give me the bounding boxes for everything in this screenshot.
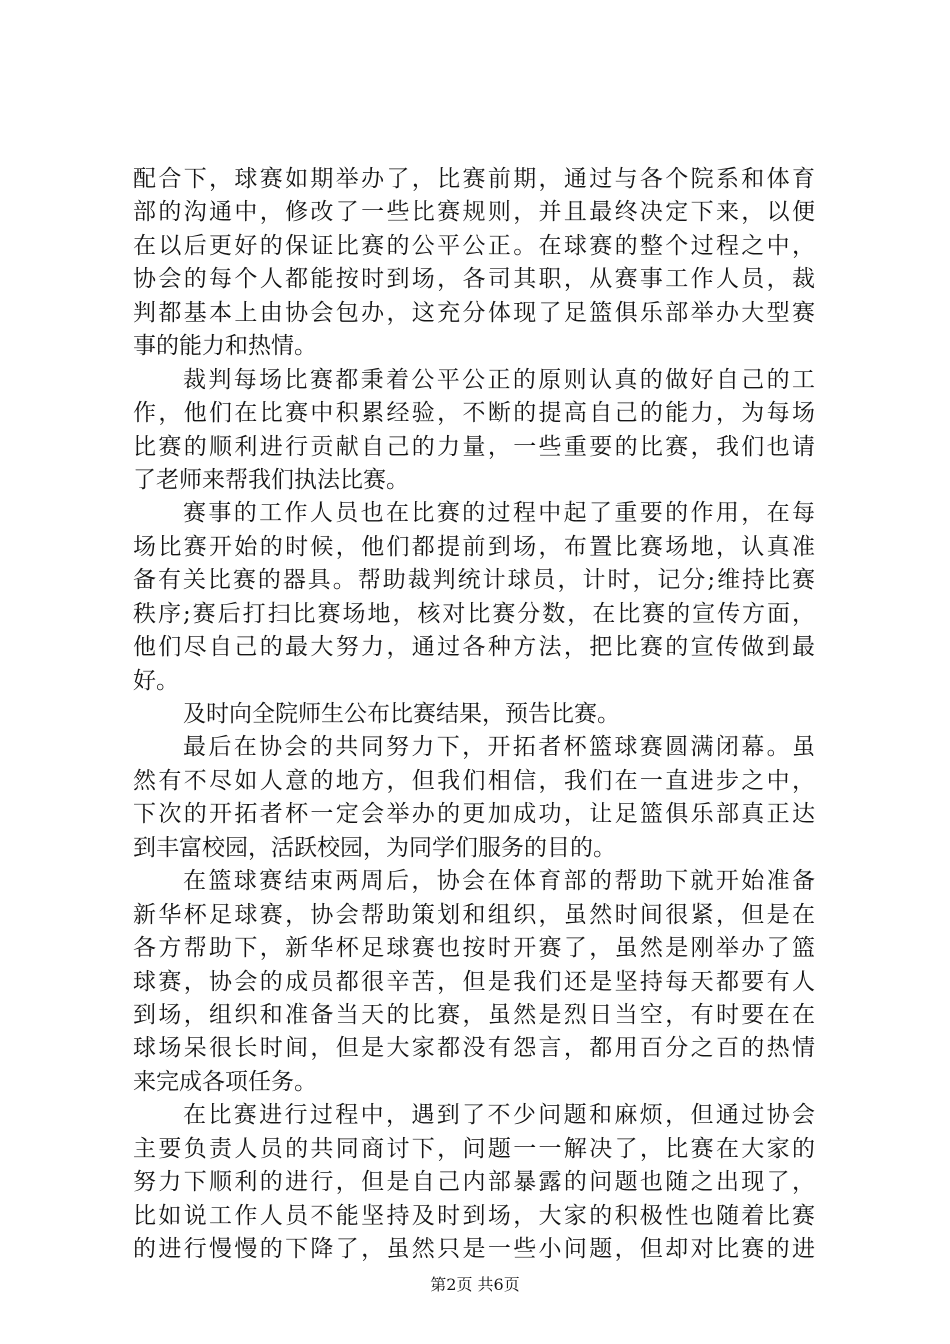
text-line: 秩序;赛后打扫比赛场地，核对比赛分数，在比赛的宣传方面， bbox=[133, 600, 815, 627]
paragraph bbox=[133, 731, 815, 865]
text-line: 在篮球赛结束两周后，协会在体育部的帮助下就开始准备 bbox=[183, 868, 815, 895]
paragraph bbox=[133, 163, 815, 364]
text-line: 判都基本上由协会包办，这充分体现了足篮俱乐部举办大型赛 bbox=[133, 299, 815, 326]
text-line: 及时向全院师生公布比赛结果，预告比赛。 bbox=[183, 701, 620, 727]
text-line: 裁判每场比赛都秉着公平公正的原则认真的做好自己的工 bbox=[183, 366, 815, 393]
paragraph bbox=[133, 1099, 815, 1266]
text-line: 最后在协会的共同努力下，开拓者杯篮球赛圆满闭幕。虽 bbox=[183, 734, 815, 761]
text-line: 各方帮助下，新华杯足球赛也按时开赛了，虽然是刚举办了篮 bbox=[133, 935, 815, 962]
text-line: 努力下顺利的进行，但是自己内部暴露的问题也随之出现了， bbox=[133, 1169, 815, 1196]
text-line: 比赛的顺利进行贡献自己的力量，一些重要的比赛，我们也请 bbox=[133, 433, 815, 460]
text-line: 配合下，球赛如期举办了，比赛前期，通过与各个院系和体育 bbox=[133, 166, 815, 192]
body-text bbox=[133, 163, 815, 1266]
text-line: 比如说工作人员不能坚持及时到场，大家的积极性也随着比赛 bbox=[133, 1202, 815, 1229]
text-line: 协会的每个人都能按时到场，各司其职，从赛事工作人员，裁 bbox=[133, 266, 815, 293]
text-line: 作，他们在比赛中积累经验，不断的提高自己的能力，为每场 bbox=[133, 400, 815, 427]
text-line: 到场，组织和准备当天的比赛，虽然是烈日当空，有时要在在 bbox=[133, 1001, 815, 1028]
text-line: 部的沟通中，修改了一些比赛规则，并且最终决定下来，以便 bbox=[133, 199, 815, 226]
paragraph bbox=[133, 698, 815, 731]
text-line: 主要负责人员的共同商讨下，问题一一解决了，比赛在大家的 bbox=[133, 1135, 815, 1162]
text-line: 他们尽自己的最大努力，通过各种方法，把比赛的宣传做到最 bbox=[133, 634, 815, 661]
paragraph bbox=[133, 364, 815, 498]
text-line: 的进行慢慢的下降了，虽然只是一些小问题，但却对比赛的进 bbox=[133, 1236, 815, 1262]
paragraph bbox=[133, 865, 815, 1099]
text-line: 球赛，协会的成员都很辛苦，但是我们还是坚持每天都要有人 bbox=[133, 968, 815, 995]
text-line: 下次的开拓者杯一定会举办的更加成功，让足篮俱乐部真正达 bbox=[133, 801, 815, 828]
text-line: 在比赛进行过程中，遇到了不少问题和麻烦，但通过协会 bbox=[183, 1102, 815, 1129]
page-number-footer: 第2页 共6页 bbox=[430, 1275, 520, 1294]
text-line: 赛事的工作人员也在比赛的过程中起了重要的作用，在每 bbox=[183, 500, 815, 527]
text-line: 新华杯足球赛，协会帮助策划和组织，虽然时间很紧，但是在 bbox=[133, 901, 815, 928]
text-line: 然有不尽如人意的地方，但我们相信，我们在一直进步之中， bbox=[133, 767, 815, 794]
text-line: 事的能力和热情。 bbox=[133, 333, 317, 360]
text-line: 到丰富校园，活跃校园，为同学们服务的目的。 bbox=[133, 834, 616, 861]
paragraph bbox=[133, 497, 815, 698]
text-line: 在以后更好的保证比赛的公平公正。在球赛的整个过程之中， bbox=[133, 232, 815, 259]
text-line: 球场呆很长时间，但是大家都没有怨言，都用百分之百的热情 bbox=[133, 1035, 815, 1062]
text-line: 好。 bbox=[133, 667, 179, 694]
text-line: 备有关比赛的器具。帮助裁判统计球员，计时，记分;维持比赛 bbox=[133, 567, 815, 594]
text-line: 来完成各项任务。 bbox=[133, 1068, 317, 1095]
text-line: 场比赛开始的时候，他们都提前到场，布置比赛场地，认真准 bbox=[133, 533, 815, 560]
text-line: 了老师来帮我们执法比赛。 bbox=[133, 466, 409, 493]
